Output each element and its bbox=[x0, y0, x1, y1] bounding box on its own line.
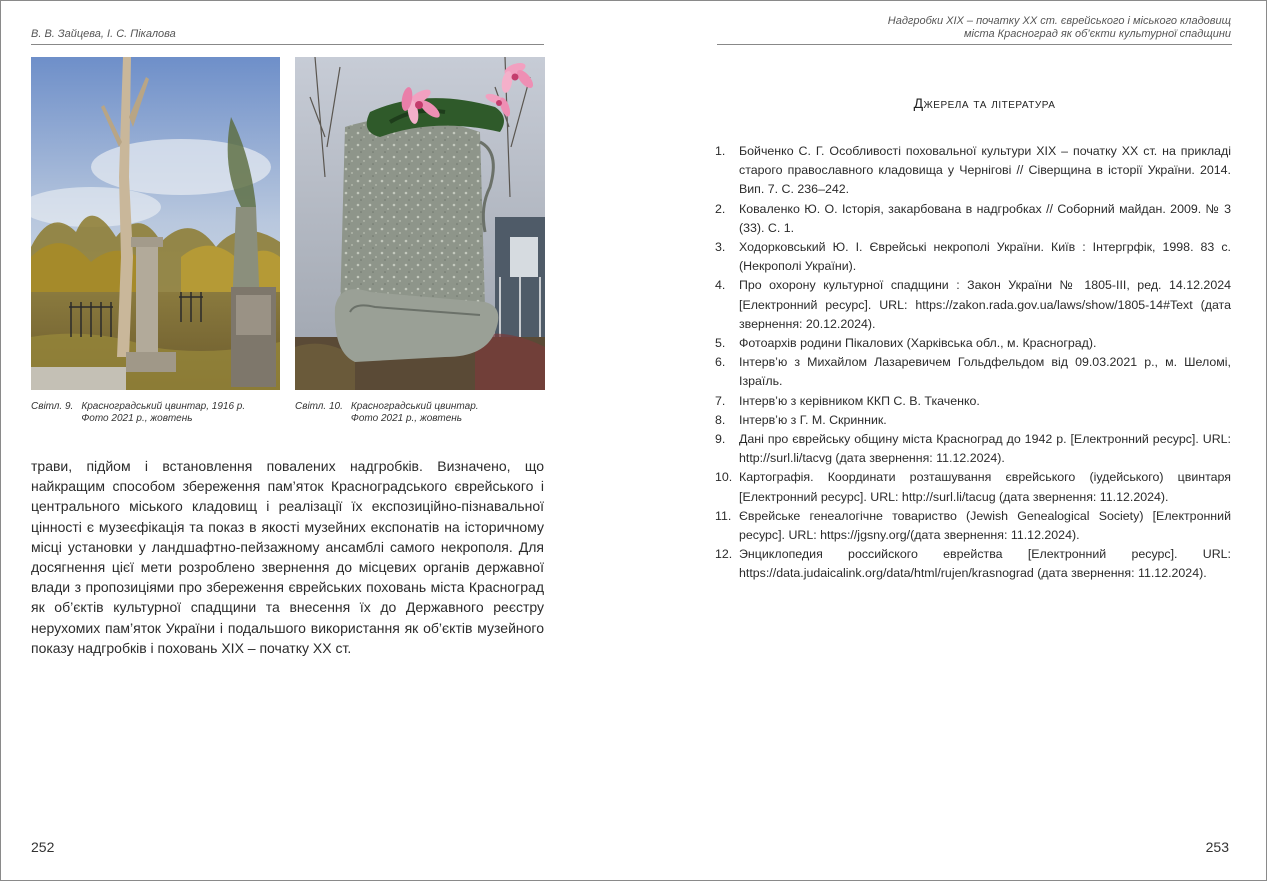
page-number-right: 253 bbox=[1205, 839, 1229, 855]
header-rule-right bbox=[717, 44, 1232, 45]
reference-text: Ходорковський Ю. І. Єврейські некрополі України. Київ : Інтергрфік, 1998. 83 с. (Некрополі України). bbox=[739, 240, 1231, 274]
reference-item bbox=[715, 353, 1231, 391]
reference-number: 11. bbox=[715, 508, 732, 523]
reference-item bbox=[715, 411, 1231, 430]
running-head-title bbox=[771, 15, 1231, 41]
figure-caption-10 bbox=[295, 401, 545, 425]
reference-text: Інтерв’ю з керівником ККП С. В. Ткаченко. bbox=[739, 393, 980, 408]
reference-item bbox=[715, 468, 1231, 506]
reference-item bbox=[715, 142, 1231, 200]
reference-text: Фотоархів родини Пікалових (Харківська обл., м. Красноград). bbox=[739, 336, 1097, 351]
reference-text: Коваленко Ю. О. Історія, закарбована в надгробках // Соборний майдан. 2009. № 3 (33). С. 1. bbox=[739, 201, 1231, 235]
reference-item bbox=[715, 430, 1231, 468]
reference-text: Бойченко С. Г. Особливості поховальної культури XIX – початку XX ст. на прикладі старого православного кладовища у Чернігові // Сіверщина в історії України. 2014. Вип. 7. С. 236–242. bbox=[739, 144, 1231, 197]
reference-number: 2. bbox=[715, 201, 726, 216]
figure-caption-9 bbox=[31, 401, 281, 425]
figure-caption-line: Фото 2021 р., жовтень bbox=[350, 413, 463, 424]
photo-gravestone-flowers bbox=[295, 57, 545, 390]
running-head-line: Надгробки XIX – початку XX ст. єврейського і міського кладовищ bbox=[887, 15, 1231, 27]
photo-cemetery-trees bbox=[31, 57, 280, 390]
reference-number: 8. bbox=[715, 412, 726, 427]
figure-caption-line: Красноградський цвинтар, 1916 р. bbox=[81, 401, 246, 412]
photo-gravestone-flowers-image bbox=[295, 57, 545, 390]
reference-number: 4. bbox=[715, 278, 726, 293]
figure-number: Світл. 9. bbox=[31, 401, 74, 412]
reference-number: 1. bbox=[715, 144, 726, 158]
figure-number: Світл. 10. bbox=[295, 401, 343, 412]
reference-number: 10. bbox=[715, 470, 733, 485]
reference-number: 5. bbox=[715, 336, 726, 351]
reference-item bbox=[715, 507, 1231, 545]
section-title bbox=[717, 95, 1252, 111]
section-title-text: Джерела та література bbox=[913, 95, 1056, 111]
reference-item bbox=[715, 276, 1231, 334]
reference-item bbox=[715, 392, 1231, 411]
body-paragraph: трави, підйом і встановлення повалених надгробків. Визначено, що найкращим способом збереження пам’яток Красноградського єврейського і центрального міського кладовищ і реалізації їх експозиційно-пізнавальної цінності є музеєфікація та показ в якості музейних експонатів на історичному місці установки у ландшафтно-пейзажному ансамблі самого некрополя. Для досягнення цієї мети розроблено звернення до місцевих органів державної влади з пропозиціями про збереження єврейських поховань міста Красноград як об’єктів культурної спадщини та внесення їх до Державного реєстру нерухомих пам’яток України і подальшого використання як об’єктів музейного показу надгробків і поховань XIX – початку XX ст. bbox=[31, 458, 544, 656]
reference-number: 7. bbox=[715, 393, 726, 408]
reference-text: Інтерв’ю з Михайлом Лазаревичем Гольдфельдом від 09.03.2021 р., м. Шеломі, Ізраїль. bbox=[739, 355, 1231, 389]
reference-text: Дані про єврейську общину міста Красноград до 1942 р. [Електронний ресурс]. URL: http://surl.li/tacvg (дата звернення: 11.12.2024). bbox=[739, 432, 1231, 466]
reference-number: 9. bbox=[715, 432, 726, 447]
reference-item bbox=[715, 238, 1231, 276]
reference-item bbox=[715, 545, 1231, 583]
reference-text: Інтерв’ю з Г. М. Скринник. bbox=[739, 412, 887, 427]
reference-number: 3. bbox=[715, 240, 726, 255]
reference-number: 12. bbox=[715, 547, 733, 562]
reference-text: Картографія. Координати розташування єврейського (іудейського) цвинтаря [Електронний ресурс]. URL: http://surl.li/tacug (дата звернення: 11.12.2024). bbox=[739, 470, 1231, 504]
reference-text: Энциклопедия российского еврейства [Електронний ресурс]. URL: https://data.judaicalink.org/data/html/rujen/krasnograd (дата звернення: 11.12.2024). bbox=[739, 547, 1231, 581]
reference-item bbox=[715, 200, 1231, 238]
page-number-left: 252 bbox=[31, 839, 55, 855]
photo-cemetery-trees-image bbox=[31, 57, 280, 390]
reference-item bbox=[715, 334, 1231, 353]
figure-caption-line: Красноградський цвинтар. bbox=[350, 401, 479, 412]
header-rule-left bbox=[31, 44, 544, 45]
running-head-authors: В. В. Зайцева, І. С. Пікалова bbox=[31, 28, 176, 40]
reference-text: Про охорону культурної спадщини : Закон України № 1805-III, ред. 14.12.2024 [Електронний ресурс]. URL: https://zakon.rada.gov.ua/laws/show/1805-14#Text (дата звернення: 20.12.2024). bbox=[739, 278, 1231, 331]
reference-number: 6. bbox=[715, 355, 726, 370]
figure-caption-line: Фото 2021 р., жовтень bbox=[81, 413, 193, 424]
reference-text: Єврейське генеалогічне товариство (Jewish Genealogical Society) [Електронний ресурс]. URL: https://jgsny.org/(дата звернення: 11.12.2024). bbox=[739, 508, 1231, 543]
references-list bbox=[715, 142, 1231, 584]
running-head-line: міста Красноград як об’єкти культурної спадщини bbox=[963, 28, 1231, 40]
